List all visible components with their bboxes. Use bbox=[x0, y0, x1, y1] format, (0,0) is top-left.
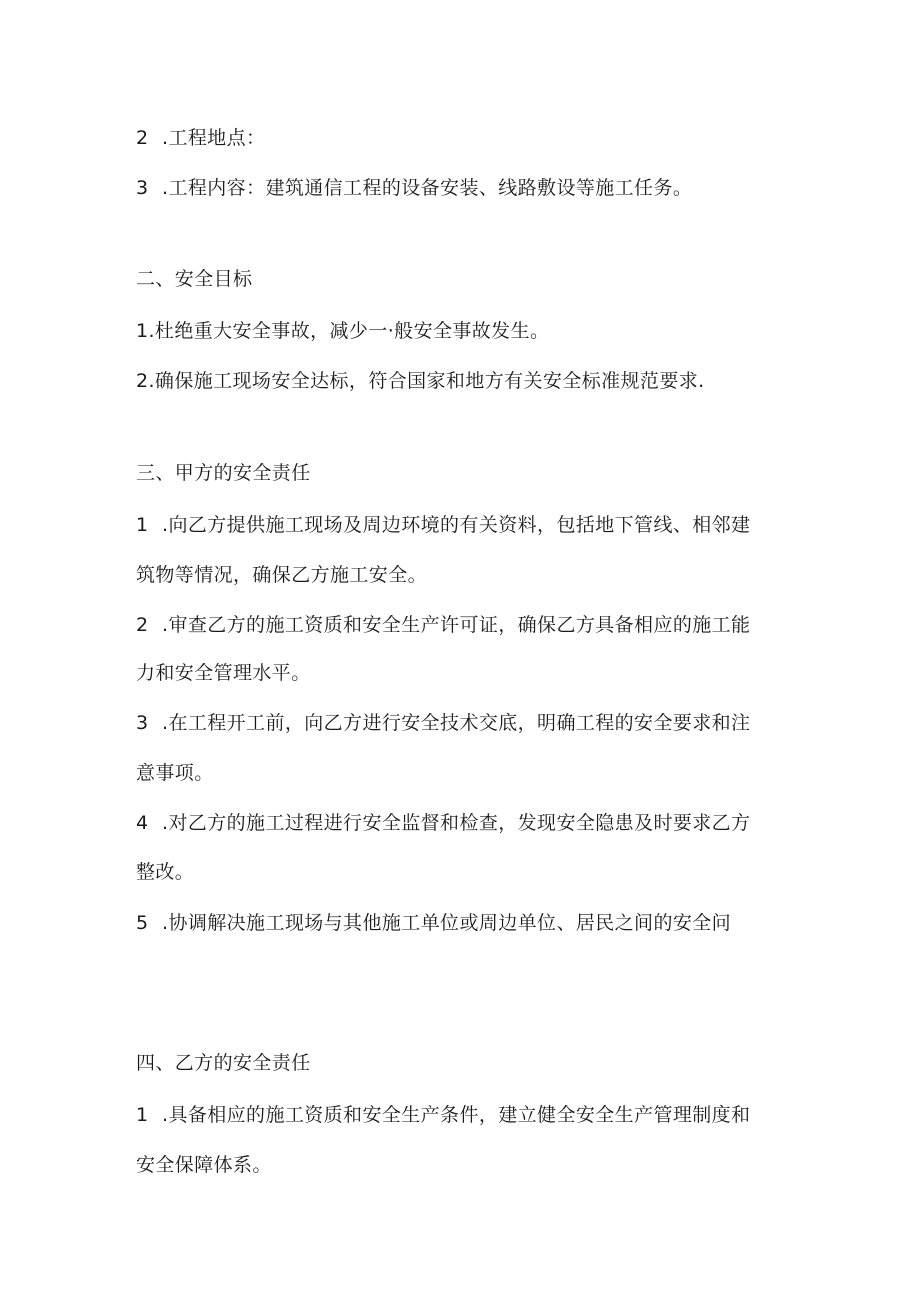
section-heading-safety-goals bbox=[136, 266, 786, 292]
party-a-item-2-continued bbox=[136, 660, 786, 686]
item-number: 2 bbox=[136, 614, 149, 636]
item-text: .向乙方提供施工现场及周边环境的有关资料，包括地下管线、相邻建 bbox=[162, 514, 751, 536]
item-text: 2.确保施工现场安全达标，符合国家和地方有关安全标准规范要求. bbox=[136, 370, 705, 392]
party-a-item-4-continued bbox=[136, 859, 786, 885]
party-a-item-3-continued bbox=[136, 760, 786, 786]
item-number: 1 bbox=[136, 1104, 149, 1126]
party-a-item-2 bbox=[136, 612, 786, 638]
item-text: .协调解决施工现场与其他施工单位或周边单位、居民之间的安全问 bbox=[162, 912, 732, 934]
item-text: 力和安全管理水平。 bbox=[136, 662, 311, 684]
item-number: 1 bbox=[136, 514, 149, 536]
item-text: .工程地点： bbox=[162, 127, 266, 149]
item-text: .在工程开工前，向乙方进行安全技术交底，明确工程的安全要求和注 bbox=[162, 712, 751, 734]
item-2-project-location bbox=[136, 125, 786, 151]
party-a-item-4 bbox=[136, 810, 786, 836]
goal-item-1 bbox=[136, 318, 786, 344]
item-text: .对乙方的施工过程进行安全监督和检查，发现安全隐患及时要求乙方 bbox=[162, 812, 751, 834]
item-text: 意事项。 bbox=[136, 762, 214, 784]
item-number: 2 bbox=[136, 127, 149, 149]
item-text: 安全保障体系。 bbox=[136, 1154, 272, 1176]
item-text: .审查乙方的施工资质和安全生产许可证，确保乙方具备相应的施工能 bbox=[162, 614, 751, 636]
heading-text: 四、乙方的安全责任 bbox=[136, 1052, 311, 1074]
party-a-item-1 bbox=[136, 512, 786, 538]
party-a-item-3 bbox=[136, 710, 786, 736]
item-text: .具备相应的施工资质和安全生产条件，建立健全安全生产管理制度和 bbox=[162, 1104, 751, 1126]
item-text: .工程内容：建筑通信工程的设备安装、线路敷设等施工任务。 bbox=[162, 177, 693, 199]
item-text: 筑物等情况，确保乙方施工安全。 bbox=[136, 564, 428, 586]
item-number: 3 bbox=[136, 712, 149, 734]
heading-text: 二、安全目标 bbox=[136, 268, 253, 290]
section-heading-party-b bbox=[136, 1050, 786, 1076]
goal-item-2 bbox=[136, 368, 786, 394]
party-b-item-1-continued bbox=[136, 1152, 786, 1178]
item-3-project-content bbox=[136, 175, 786, 201]
item-number: 3 bbox=[136, 177, 149, 199]
party-a-item-1-continued bbox=[136, 562, 786, 588]
party-b-item-1 bbox=[136, 1102, 786, 1128]
section-heading-party-a bbox=[136, 460, 786, 486]
item-text: 1.杜绝重大安全事故，减少一·般安全事故发生。 bbox=[136, 320, 550, 342]
party-a-item-5 bbox=[136, 910, 786, 936]
item-number: 4 bbox=[136, 812, 149, 834]
item-number: 5 bbox=[136, 912, 149, 934]
item-text: 整改。 bbox=[136, 861, 195, 883]
heading-text: 三、甲方的安全责任 bbox=[136, 462, 311, 484]
